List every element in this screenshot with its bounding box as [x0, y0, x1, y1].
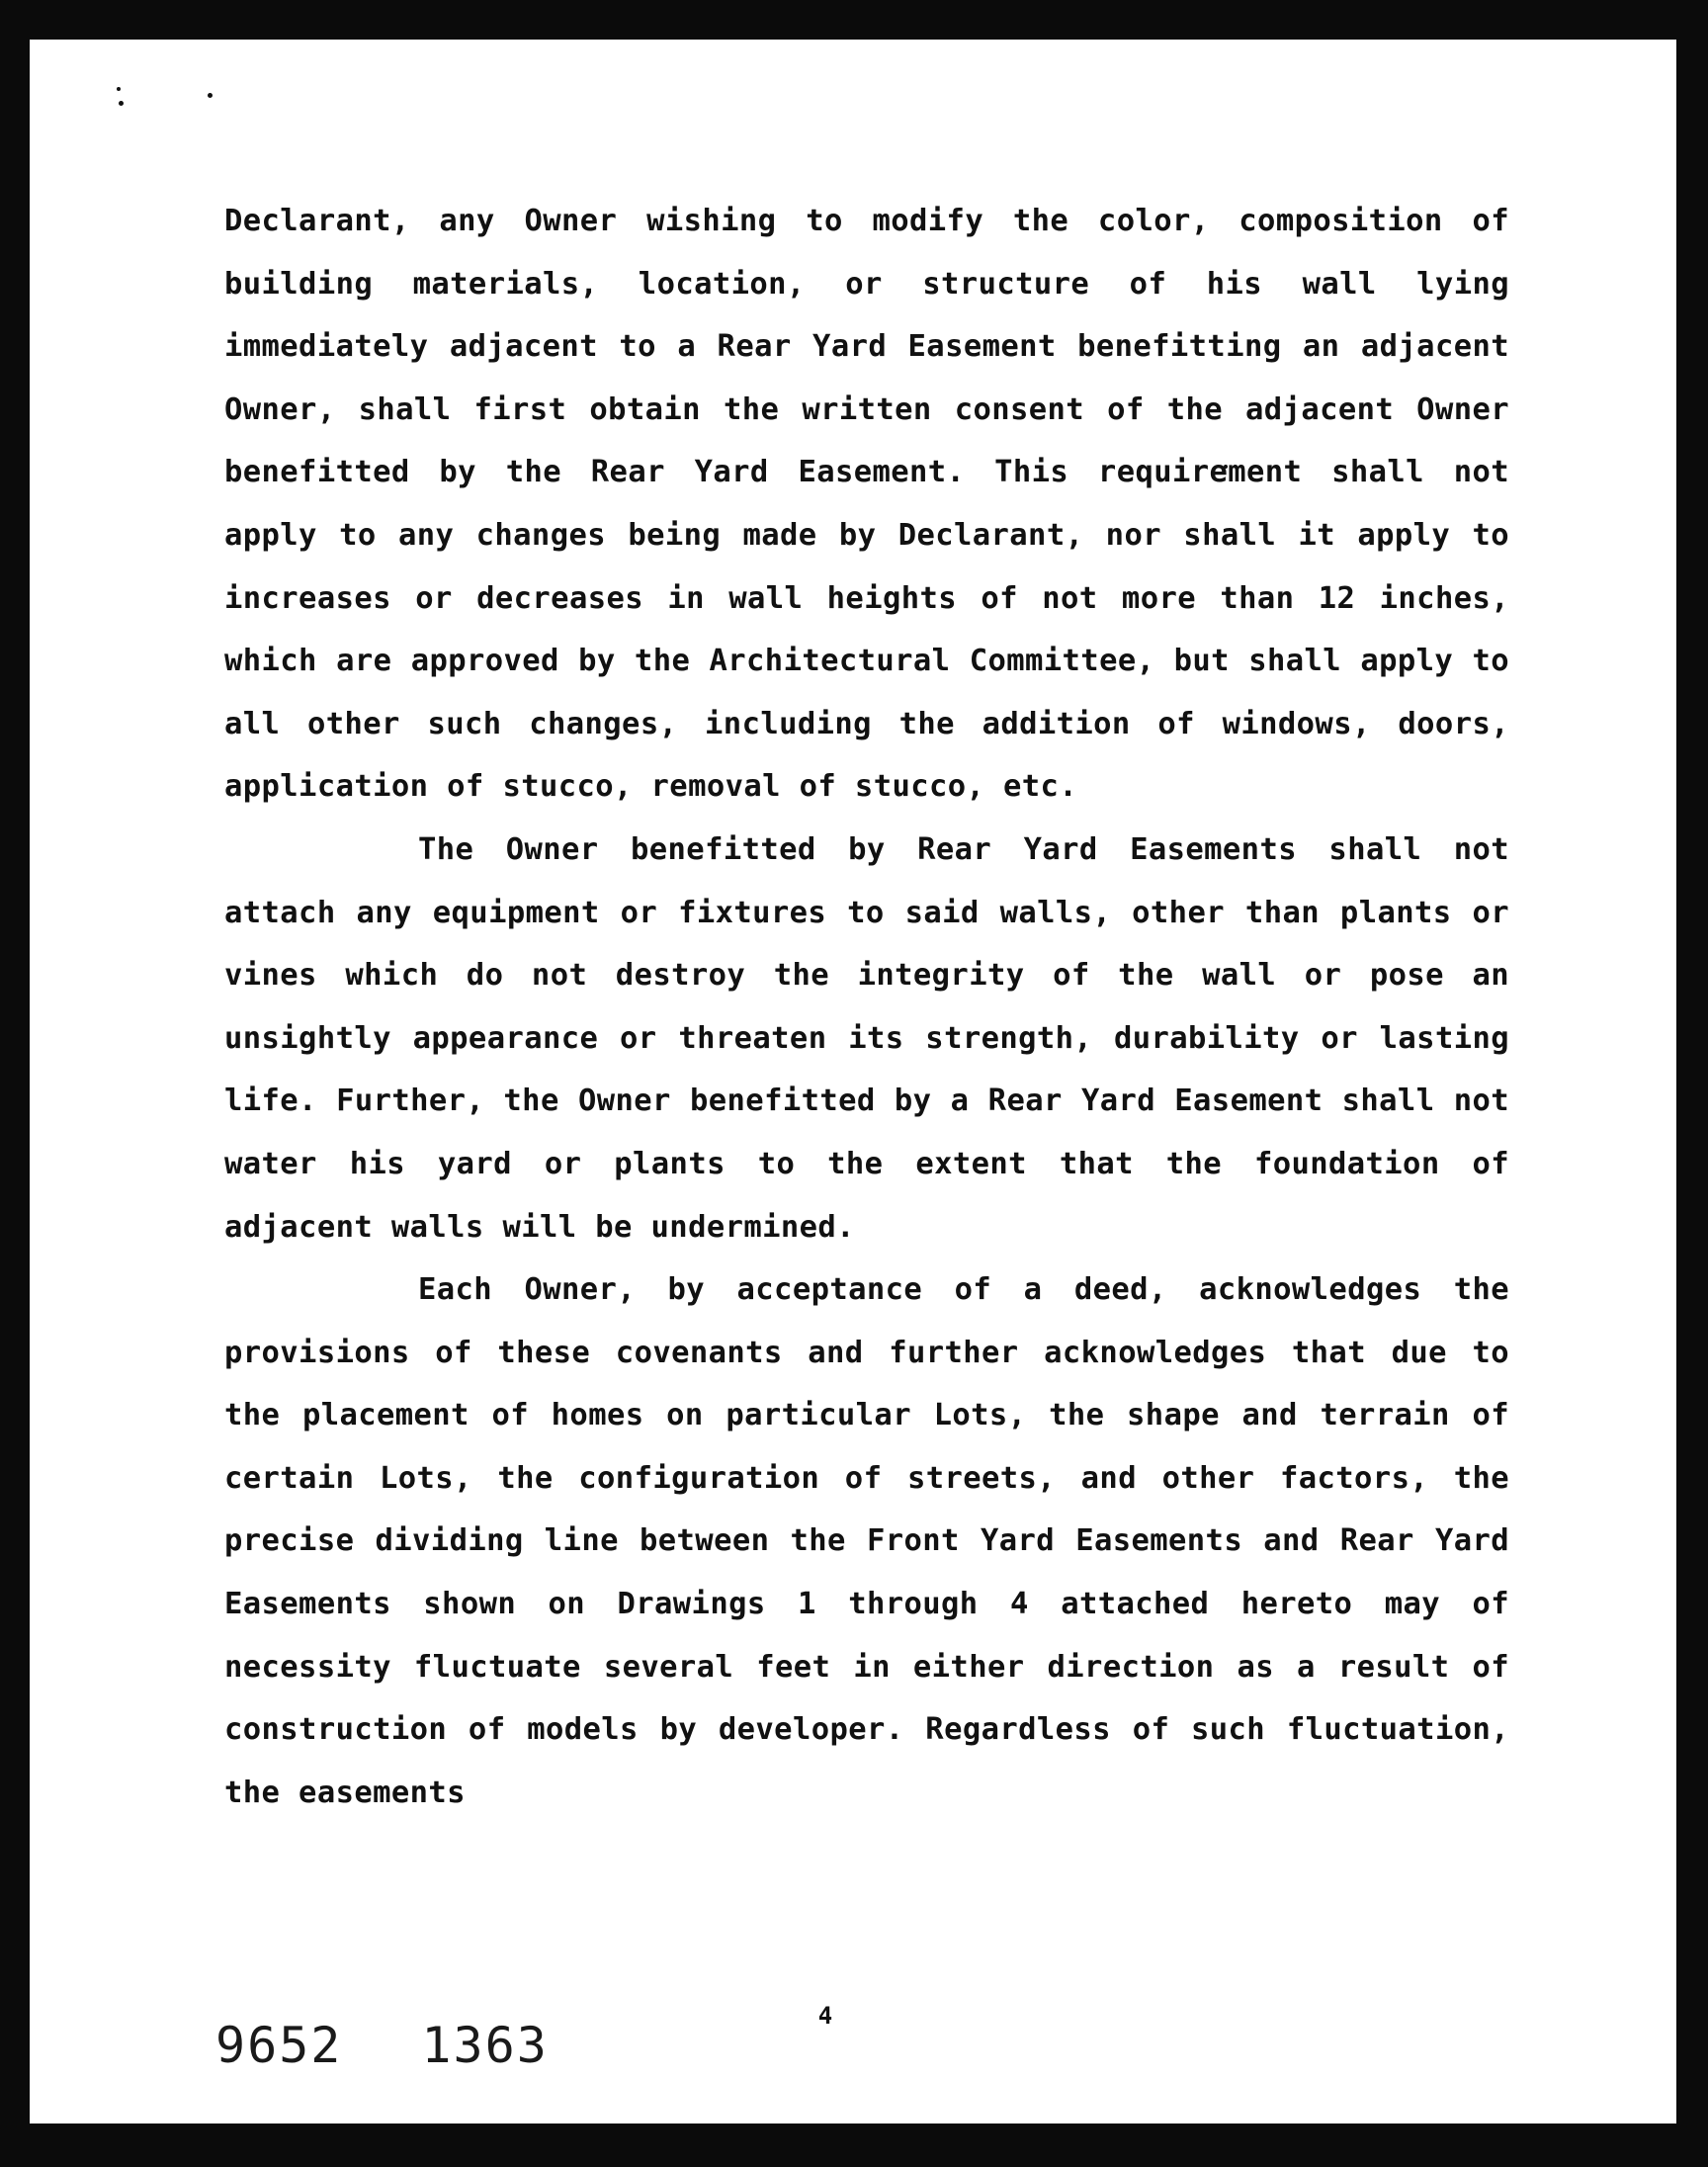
recording-stamp	[215, 2017, 549, 2074]
document-body	[224, 190, 1509, 1824]
paragraph-2: The Owner benefitted by Rear Yard Easements shall not attach any equipment or fixtures to said walls, other than plants or vines which do not destroy the integrity of the wall or pose an unsightly appearance or threaten its strength, durability or lasting life. Further, the Owner benefitted by a Rear Yard Easement shall not water his yard or plants to the extent that the foundation of adjacent walls will be undermined.	[224, 831, 1509, 1245]
paragraph-1: Declarant, any Owner wishing to modify the color, composition of building materials, location, or structure of his wall lying immediately adjacent to a Rear Yard Easement benefitting an adjacent Owner, shall first obtain the written consent of the adjacent Owner benefitted by the Rear Yard Easement. This requirement shall not apply to any changes being made by Declarant, nor shall it apply to increases or decreases in wall heights of not more than 12 inches, which are approved by the Architectural Committee, but shall apply to all other such changes, including the addition of windows, doors, application of stucco, removal of stucco, etc.	[224, 204, 1509, 805]
scan-speck	[119, 101, 124, 106]
recording-page-number: 1363	[421, 2017, 549, 2074]
page-number: 4	[817, 2002, 833, 2030]
scan-speck	[208, 93, 213, 98]
recording-book-number: 9652	[215, 2017, 343, 2074]
scan-speck	[117, 87, 121, 91]
paragraph-3: Each Owner, by acceptance of a deed, acknowledges the provisions of these covenants and further acknowledges that due to the placement of homes on particular Lots, the shape and terrain of certain Lots, the configuration of streets, and other factors, the precise dividing line between the Front Yard Easements and Rear Yard Easements shown on Drawings 1 through 4 attached hereto may of necessity fluctuate several feet in either direction as a result of construction of models by developer. Regardless of such fluctuation, the easements	[224, 1272, 1509, 1810]
